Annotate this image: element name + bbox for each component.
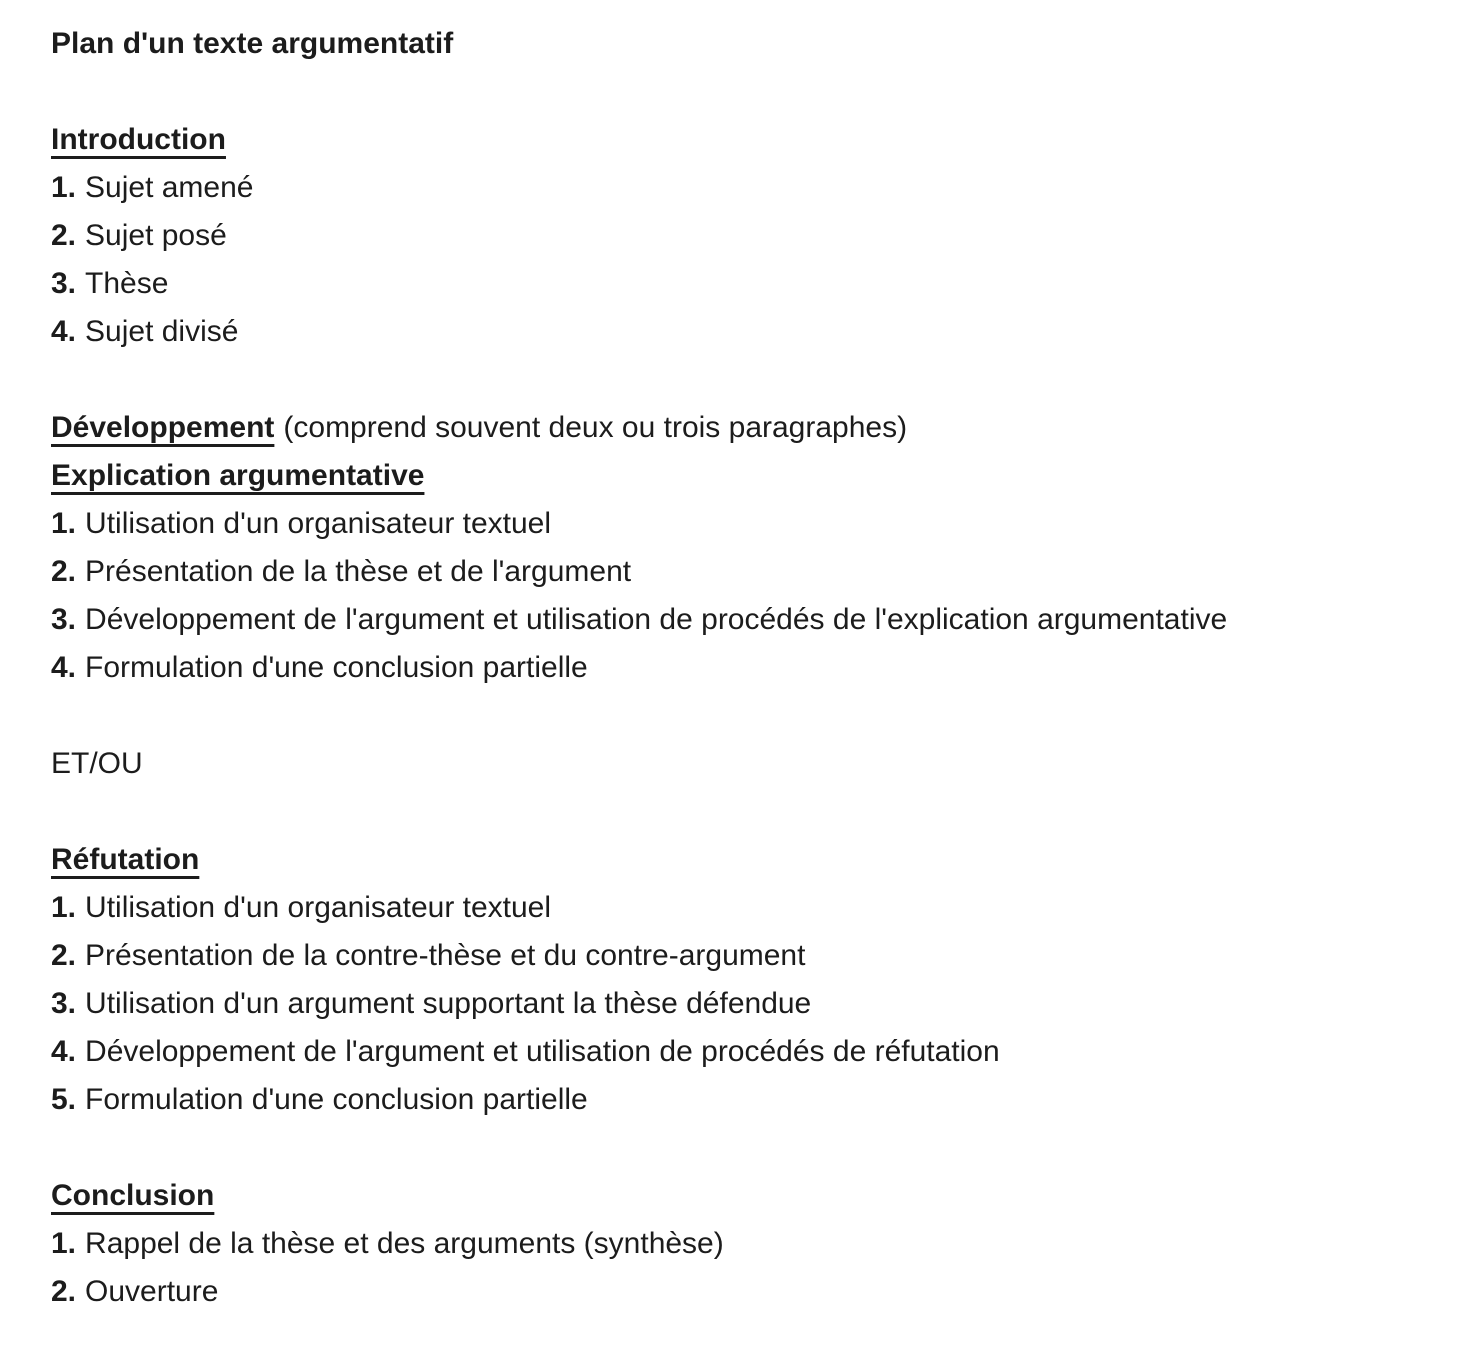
list-item bbox=[51, 1028, 1448, 1076]
item-text: Formulation d'une conclusion partielle bbox=[85, 1083, 588, 1116]
list-item bbox=[51, 596, 1448, 644]
item-text: Thèse bbox=[85, 267, 169, 300]
item-number: 3. bbox=[51, 267, 77, 300]
list-item bbox=[51, 548, 1448, 596]
item-number: 2. bbox=[51, 219, 77, 252]
list-item bbox=[51, 260, 1448, 308]
list-item bbox=[51, 884, 1448, 932]
item-number: 4. bbox=[51, 315, 77, 348]
item-text: Rappel de la thèse et des arguments (synthèse) bbox=[85, 1227, 724, 1260]
item-text: Présentation de la thèse et de l'argument bbox=[85, 555, 632, 588]
item-number: 2. bbox=[51, 1275, 77, 1308]
heading-line bbox=[51, 116, 1448, 164]
item-text: Utilisation d'un argument supportant la thèse défendue bbox=[85, 987, 812, 1020]
item-number: 2. bbox=[51, 939, 77, 972]
section-heading-refutation: Réfutation bbox=[51, 843, 200, 876]
item-number: 1. bbox=[51, 891, 77, 924]
list-item bbox=[51, 932, 1448, 980]
item-number: 2. bbox=[51, 555, 77, 588]
list-item bbox=[51, 164, 1448, 212]
item-text: Utilisation d'un organisateur textuel bbox=[85, 891, 552, 924]
section-refutation bbox=[51, 836, 1448, 1124]
section-heading-developpement: Développement bbox=[51, 411, 275, 444]
connector-block bbox=[51, 740, 1448, 788]
section-conclusion bbox=[51, 1172, 1448, 1316]
item-number: 5. bbox=[51, 1083, 77, 1116]
item-text: Sujet posé bbox=[85, 219, 227, 252]
list-item bbox=[51, 1076, 1448, 1124]
section-subheading-explication: Explication argumentative bbox=[51, 459, 425, 492]
section-heading-conclusion: Conclusion bbox=[51, 1179, 215, 1212]
heading-line bbox=[51, 836, 1448, 884]
list-item bbox=[51, 1220, 1448, 1268]
item-number: 1. bbox=[51, 171, 77, 204]
item-text: Présentation de la contre-thèse et du contre-argument bbox=[85, 939, 806, 972]
item-number: 3. bbox=[51, 603, 77, 636]
item-number: 4. bbox=[51, 651, 77, 684]
heading-note: (comprend souvent deux ou trois paragraphes) bbox=[283, 411, 908, 444]
section-introduction bbox=[51, 116, 1448, 356]
item-text: Sujet divisé bbox=[85, 315, 239, 348]
list-item bbox=[51, 1268, 1448, 1316]
connector-text: ET/OU bbox=[51, 747, 143, 780]
heading-line bbox=[51, 404, 1448, 452]
item-text: Utilisation d'un organisateur textuel bbox=[85, 507, 552, 540]
section-developpement bbox=[51, 404, 1448, 692]
item-text: Ouverture bbox=[85, 1275, 219, 1308]
list-item bbox=[51, 980, 1448, 1028]
item-number: 4. bbox=[51, 1035, 77, 1068]
item-number: 3. bbox=[51, 987, 77, 1020]
item-text: Développement de l'argument et utilisation de procédés de l'explication argumentative bbox=[85, 603, 1228, 636]
heading-line bbox=[51, 452, 1448, 500]
item-number: 1. bbox=[51, 1227, 77, 1260]
list-item bbox=[51, 308, 1448, 356]
page-title: Plan d'un texte argumentatif bbox=[51, 27, 454, 60]
list-item bbox=[51, 644, 1448, 692]
item-number: 1. bbox=[51, 507, 77, 540]
item-text: Sujet amené bbox=[85, 171, 254, 204]
list-item bbox=[51, 212, 1448, 260]
list-item bbox=[51, 500, 1448, 548]
item-text: Formulation d'une conclusion partielle bbox=[85, 651, 588, 684]
heading-line bbox=[51, 1172, 1448, 1220]
section-heading-introduction: Introduction bbox=[51, 123, 226, 156]
item-text: Développement de l'argument et utilisation de procédés de réfutation bbox=[85, 1035, 1000, 1068]
